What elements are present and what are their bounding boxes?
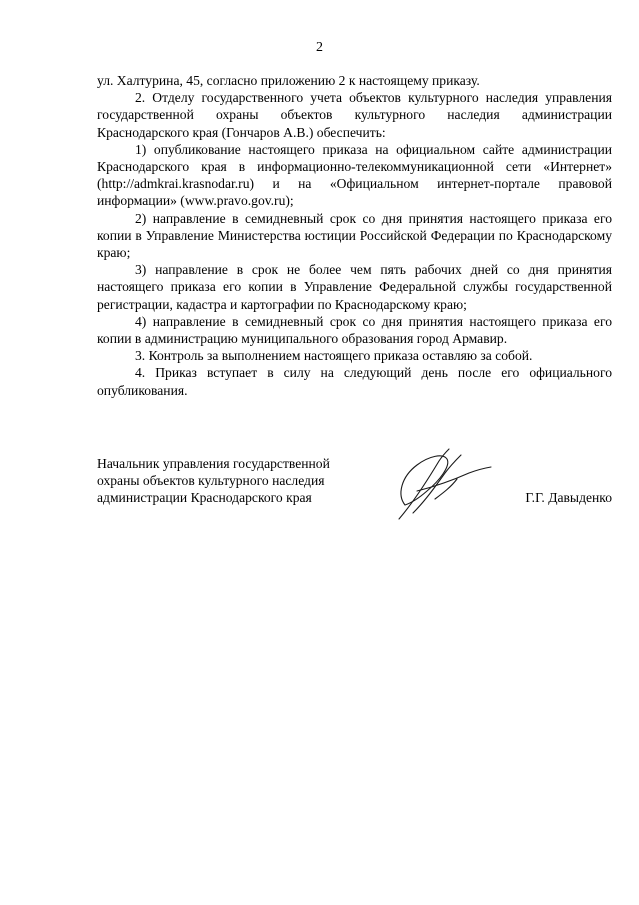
order-body-text [97,72,612,399]
signer-name: Г.Г. Давыденко [525,490,612,505]
paragraph-item-4: 4. Приказ вступает в силу на следующий день после его официального опубликования. [97,365,612,398]
signature-block [97,455,612,525]
paragraph-subitem-1: 1) опубликование настоящего приказа на официальном сайте администрации Краснодарского края в информационно-телекоммуникационной сети «Интернет» (http://admkrai.krasnodar.ru) и на «Официальном интернет-портале правовой информации» (www.pravo.gov.ru); [97,141,612,209]
signer-position-line: Начальник управления государственной [97,456,330,471]
paragraph-subitem-4: 4) направление в семидневный срок со дня принятия настоящего приказа его копии в администрацию муниципального образования город Армавир. [97,313,612,347]
signer-position-line: администрации Краснодарского края [97,490,312,506]
paragraph-item-3: 3. Контроль за выполнением настоящего приказа оставляю за собой. [135,348,533,364]
paragraph-continuation: ул. Халтурина, 45, согласно приложению 2 к настоящему приказу. [97,73,480,88]
signer-position [97,455,377,507]
page-number: 2 [316,40,323,55]
paragraph-subitem-3: 3) направление в срок не более чем пять рабочих дней со дня принятия настоящего приказа его копии в Управление Федеральной службы государственной регистрации, кадастра и картографии по Краснодарскому краю; [97,262,612,312]
handwritten-signature-icon [377,443,497,523]
paragraph-item-2: 2. Отделу государственного учета объектов культурного наследия управления государственной охраны объектов культурного наследия администрации Краснодарского края (Гончаров А.В.) обеспечить: [97,90,612,140]
paragraph-subitem-2: 2) направление в семидневный срок со дня принятия настоящего приказа его копии в Управление Министерства юстиции Российской Федерации по Краснодарскому краю; [97,210,612,261]
signer-position-line: охраны объектов культурного наследия [97,473,325,489]
